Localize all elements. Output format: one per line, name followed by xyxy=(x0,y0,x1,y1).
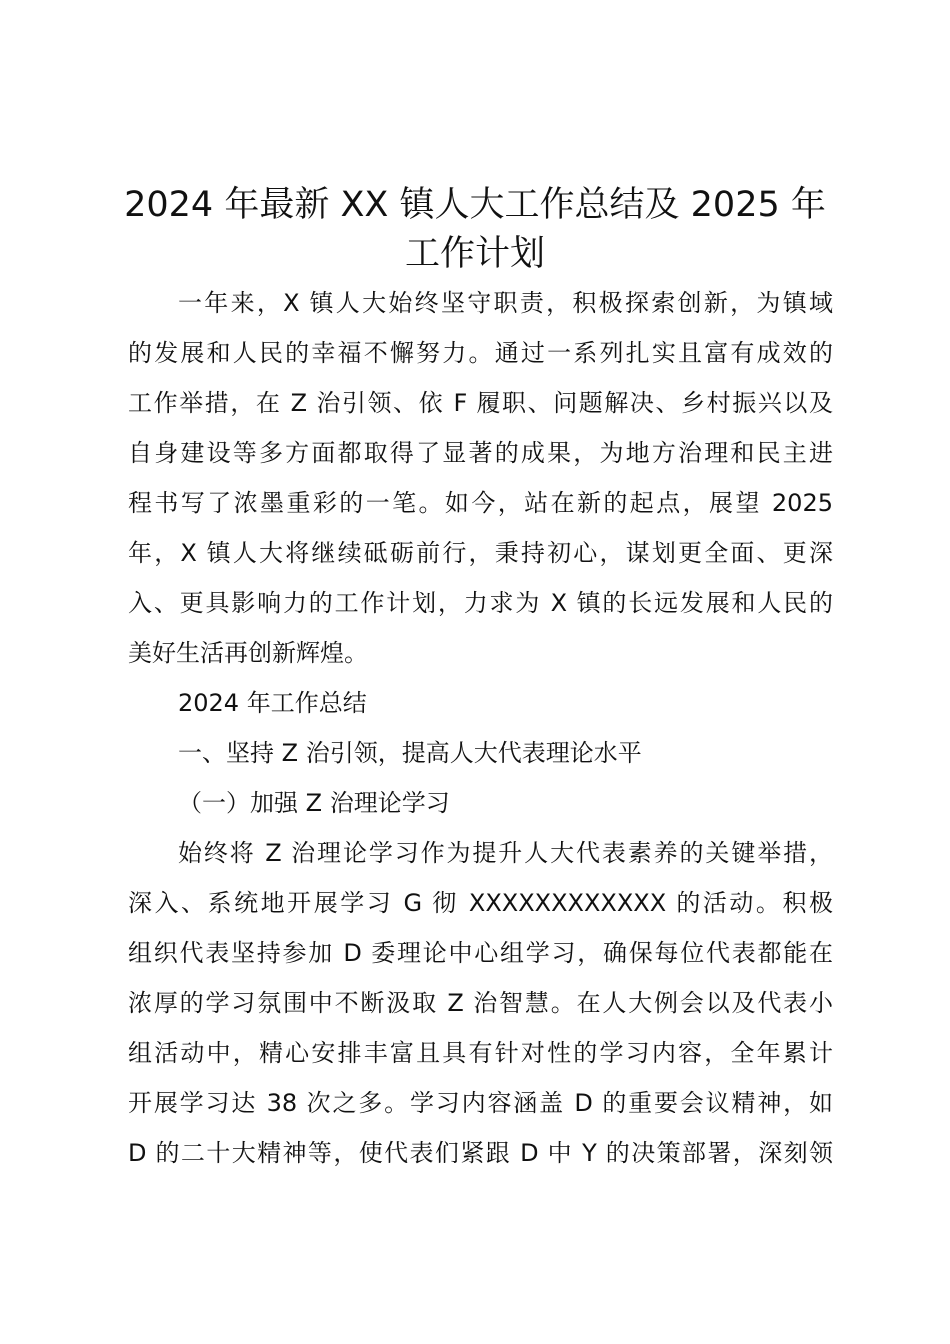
section-heading: 2024 年工作总结 xyxy=(178,689,367,717)
body-line: 浓厚的学习氛围中不断汲取 Z 治智慧。在人大例会以及代表小 xyxy=(128,989,833,1017)
intro-line: 入、更具影响力的工作计划，力求为 X 镇的长远发展和人民的 xyxy=(128,589,833,617)
body-line: D 的二十大精神等，使代表们紧跟 D 中 Y 的决策部署，深刻领 xyxy=(128,1139,833,1167)
intro-line: 的发展和人民的幸福不懈努力。通过一系列扎实且富有成效的 xyxy=(128,339,833,367)
body-line: 组活动中，精心安排丰富且具有针对性的学习内容，全年累计 xyxy=(128,1039,833,1067)
body-line: 深入、系统地开展学习 G 彻 XXXXXXXXXXXX 的活动。积极 xyxy=(128,889,833,917)
intro-line: 美好生活再创新辉煌。 xyxy=(128,639,368,667)
intro-line: 年，X 镇人大将继续砥砺前行，秉持初心，谋划更全面、更深 xyxy=(128,539,833,567)
intro-line: 自身建设等多方面都取得了显著的成果，为地方治理和民主进 xyxy=(128,439,833,467)
intro-line: 程书写了浓墨重彩的一笔。如今，站在新的起点，展望 2025 xyxy=(128,489,833,517)
body-line: 开展学习达 38 次之多。学习内容涵盖 D 的重要会议精神，如 xyxy=(128,1089,833,1117)
intro-line: 工作举措，在 Z 治引领、依 F 履职、问题解决、乡村振兴以及 xyxy=(128,389,833,417)
body-line: 组织代表坚持参加 D 委理论中心组学习，确保每位代表都能在 xyxy=(128,939,833,967)
body-line: 始终将 Z 治理论学习作为提升人大代表素养的关键举措， xyxy=(178,839,833,867)
document-title-line-1: 2024 年最新 XX 镇人大工作总结及 2025 年 xyxy=(124,185,826,225)
heading-level-2: （一）加强 Z 治理论学习 xyxy=(178,789,450,817)
intro-line: 一年来，X 镇人大始终坚守职责，积极探索创新，为镇域 xyxy=(178,289,833,317)
document-title-line-2: 工作计划 xyxy=(404,234,545,274)
heading-level-1: 一、坚持 Z 治引领，提高人大代表理论水平 xyxy=(178,739,642,767)
